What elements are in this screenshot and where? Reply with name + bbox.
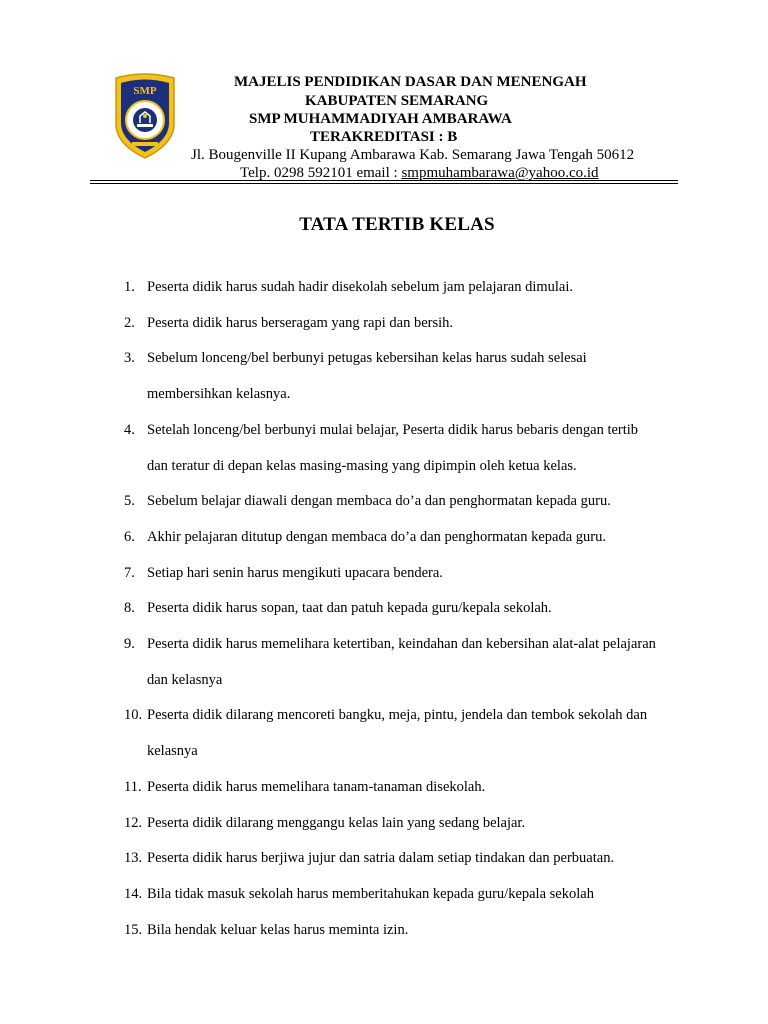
list-item <box>124 770 684 806</box>
list-item <box>124 591 684 627</box>
list-item-number: 8. <box>124 600 135 617</box>
list-item-text: Peserta didik harus berseragam yang rapi dan bersih. <box>147 314 454 331</box>
school-logo <box>112 72 178 160</box>
list-item-number: 11. <box>124 778 142 795</box>
email-link[interactable]: smpmuhambarawa@yahoo.co.id <box>401 165 599 181</box>
list-item <box>124 449 684 485</box>
list-item-number <box>124 663 147 699</box>
list-item <box>124 413 684 449</box>
list-item-number: 15. <box>124 921 143 938</box>
list-item-number: 13. <box>124 850 143 867</box>
list-item <box>124 841 684 877</box>
list-item <box>124 698 684 734</box>
list-item-text: Bila tidak masuk sekolah harus memberitahukan kepada guru/kepala sekolah <box>147 885 594 902</box>
list-item <box>124 377 684 413</box>
list-item <box>124 306 684 342</box>
list-item <box>124 877 684 913</box>
list-item <box>124 556 684 592</box>
list-item-number: 6. <box>124 528 135 545</box>
list-item-number: 3. <box>124 350 135 367</box>
list-item-number: 7. <box>124 564 135 581</box>
school-emblem-icon <box>112 72 178 160</box>
header-line-1: MAJELIS PENDIDIKAN DASAR DAN MENENGAH <box>234 74 587 90</box>
header-line-3: SMP MUHAMMADIYAH AMBARAWA <box>249 111 512 127</box>
list-item-number: 14. <box>124 885 143 902</box>
list-item-number: 10. <box>124 707 143 724</box>
list-item-text: Sebelum belajar diawali dengan membaca do’a dan penghormatan kepada guru. <box>147 493 611 510</box>
list-item-text: Setelah lonceng/bel berbunyi mulai belajar, Peserta didik harus bebaris dengan tertib <box>147 421 639 438</box>
list-item-number: 12. <box>124 814 143 831</box>
list-item <box>124 913 684 949</box>
list-item-text: Setiap hari senin harus mengikuti upacara bendera. <box>147 564 443 581</box>
rules-list <box>124 270 684 948</box>
list-item-number: 5. <box>124 493 135 510</box>
header-divider-thick <box>90 183 678 184</box>
list-item <box>124 734 684 770</box>
list-item-text: membersihkan kelasnya. <box>147 386 291 403</box>
list-item-text: Bila hendak keluar kelas harus meminta izin. <box>147 921 409 938</box>
list-item <box>124 663 684 699</box>
header-address: Jl. Bougenville II Kupang Ambarawa Kab. Semarang Jawa Tengah 50612 <box>191 147 635 163</box>
list-item <box>124 627 684 663</box>
list-item-number <box>124 449 147 485</box>
list-item-text: dan teratur di depan kelas masing-masing yang dipimpin oleh ketua kelas. <box>147 457 577 474</box>
list-item-number: 9. <box>124 636 135 653</box>
list-item <box>124 270 684 306</box>
list-item-number: 4. <box>124 421 135 438</box>
list-item <box>124 484 684 520</box>
header-divider-thin <box>90 180 678 181</box>
list-item-text: dan kelasnya <box>147 671 223 688</box>
list-item-text: Peserta didik dilarang mencoreti bangku, meja, pintu, jendela dan tembok sekolah dan <box>147 707 648 724</box>
header-line-4: TERAKREDITASI : B <box>310 129 458 145</box>
header-line-2: KABUPATEN SEMARANG <box>305 93 489 109</box>
logo-text: SMP <box>133 85 157 97</box>
contact-prefix: Telp. 0298 592101 email : <box>240 165 402 181</box>
list-item <box>124 520 684 556</box>
list-item-number: 2. <box>124 314 135 331</box>
list-item-text: Peserta didik harus memelihara tanam-tanaman disekolah. <box>147 778 486 795</box>
list-item-text: kelasnya <box>147 743 198 760</box>
list-item-number: 1. <box>124 279 135 295</box>
list-item-text: Sebelum lonceng/bel berbunyi petugas kebersihan kelas harus sudah selesai <box>147 350 587 367</box>
list-item <box>124 341 684 377</box>
list-item <box>124 806 684 842</box>
list-item-text: Peserta didik harus sopan, taat dan patuh kepada guru/kepala sekolah. <box>147 600 552 617</box>
list-item-text: Akhir pelajaran ditutup dengan membaca do’a dan penghormatan kepada guru. <box>147 528 606 545</box>
list-item-number <box>124 734 147 770</box>
list-item-text: Peserta didik harus memelihara ketertiban, keindahan dan kebersihan alat-alat pelajaran <box>147 636 656 653</box>
list-item-text: Peserta didik harus sudah hadir disekolah sebelum jam pelajaran dimulai. <box>147 279 574 295</box>
list-item-number <box>124 377 147 413</box>
page-title: TATA TERTIB KELAS <box>299 214 495 235</box>
list-item-text: Peserta didik harus berjiwa jujur dan satria dalam setiap tindakan dan perbuatan. <box>147 850 615 867</box>
list-item-text: Peserta didik dilarang menggangu kelas lain yang sedang belajar. <box>147 814 526 831</box>
